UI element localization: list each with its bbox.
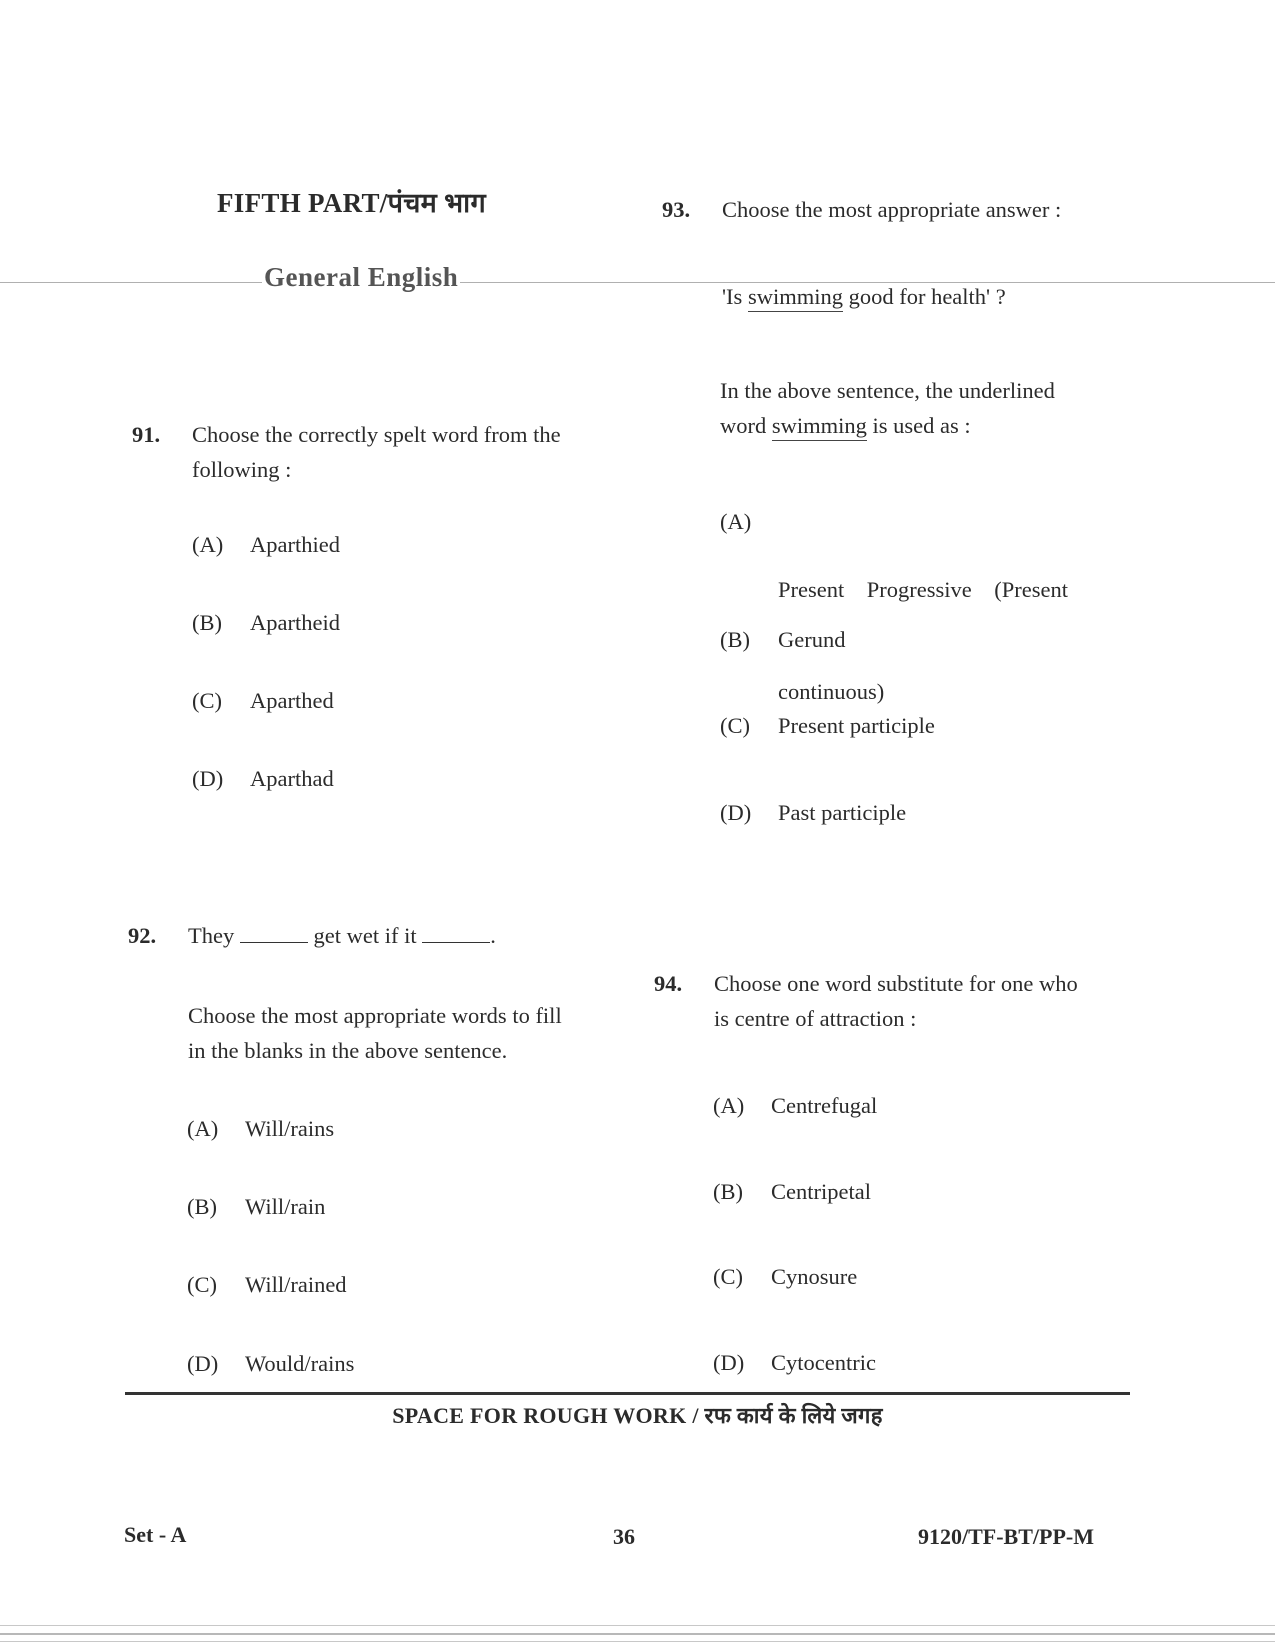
option-letter: (C): [187, 1272, 217, 1297]
option-letter: (B): [192, 610, 222, 635]
rough-work-rule: [125, 1392, 1130, 1395]
set-label: Set - A: [124, 1522, 187, 1547]
scan-edge-line: [0, 1633, 1275, 1635]
question-text-line: word swimming is used as :: [720, 408, 1160, 443]
question-93-instruction: [720, 373, 1160, 443]
question-92-instruction: [188, 998, 648, 1068]
option-text: Cynosure: [771, 1264, 858, 1289]
sentence-end: .: [490, 923, 496, 948]
option-text: Apartheid: [250, 610, 340, 635]
question-text-line: is centre of attraction :: [714, 1006, 917, 1031]
section-rule: [0, 282, 1275, 283]
option-letter: (A): [187, 1116, 219, 1141]
question-94: [654, 966, 1154, 1036]
option-text: Centrefugal: [771, 1093, 878, 1118]
question-text-line: Choose one word substitute for one who: [714, 971, 1078, 996]
sentence-middle: get wet if it: [313, 923, 417, 948]
section-title: General English: [264, 262, 459, 292]
part-title: FIFTH PART/पंचम भाग: [217, 188, 486, 218]
question-number: 92.: [128, 923, 157, 948]
option-letter: (C): [713, 1264, 743, 1289]
quote-end: good for health' ?: [848, 284, 1006, 309]
option-text: Will/rain: [245, 1194, 326, 1219]
option-text: Present Progressive (Present: [778, 577, 1068, 602]
question-text-line: Choose the correctly spelt word from the: [192, 422, 561, 447]
option-letter: (D): [187, 1351, 219, 1376]
rough-work-label: SPACE FOR ROUGH WORK / रफ कार्य के लिये जगह: [392, 1403, 883, 1428]
option-letter: (A): [713, 1093, 745, 1118]
fill-blank: [422, 924, 490, 943]
underlined-word: swimming: [748, 284, 843, 312]
option-text: Aparthad: [250, 766, 334, 791]
question-92: [128, 918, 648, 958]
option-text: Centripetal: [771, 1179, 871, 1204]
option-letter: (D): [713, 1350, 745, 1375]
option-letter: (C): [720, 713, 750, 738]
option-text: Cytocentric: [771, 1350, 876, 1375]
quote-start: 'Is: [722, 284, 743, 309]
question-text-line: Choose the most appropriate words to fill: [188, 1003, 562, 1028]
option-letter: (D): [720, 800, 752, 825]
option-text: Would/rains: [245, 1351, 355, 1376]
question-93: [662, 192, 1152, 232]
question-text-line: in the blanks in the above sentence.: [188, 1038, 508, 1063]
option-letter: (C): [192, 688, 222, 713]
question-91: [132, 417, 632, 487]
option-text: continuous): [778, 679, 885, 704]
option-text: Will/rained: [245, 1272, 347, 1297]
paper-code: 9120/TF-BT/PP-M: [918, 1524, 1094, 1549]
question-text-line: following :: [192, 457, 292, 482]
option-text: Past participle: [778, 800, 907, 825]
scan-edge-line: [0, 1641, 1275, 1642]
page-number: 36: [613, 1524, 635, 1549]
scan-edge-line: [0, 1625, 1275, 1626]
question-number: 91.: [132, 422, 161, 447]
option-text: Aparthied: [250, 532, 340, 557]
question-number: 94.: [654, 971, 683, 996]
option-letter: (B): [720, 627, 750, 652]
option-text: Aparthed: [250, 688, 334, 713]
question-number: 93.: [662, 197, 691, 222]
option-letter: (B): [187, 1194, 217, 1219]
option-text: Gerund: [778, 627, 846, 652]
option-text: Present participle: [778, 713, 935, 738]
option-text: Will/rains: [245, 1116, 335, 1141]
option-letter: (B): [713, 1179, 743, 1204]
sentence-start: They: [188, 923, 235, 948]
question-text-line: In the above sentence, the underlined: [720, 378, 1055, 403]
question-text: Choose the most appropriate answer :: [722, 197, 1062, 222]
option-letter: (A): [192, 532, 224, 557]
fill-blank: [240, 924, 308, 943]
underlined-word: swimming: [772, 413, 867, 441]
question-93-quote: [722, 279, 1006, 314]
option-letter: (D): [192, 766, 224, 791]
option-letter: (A): [720, 509, 752, 534]
